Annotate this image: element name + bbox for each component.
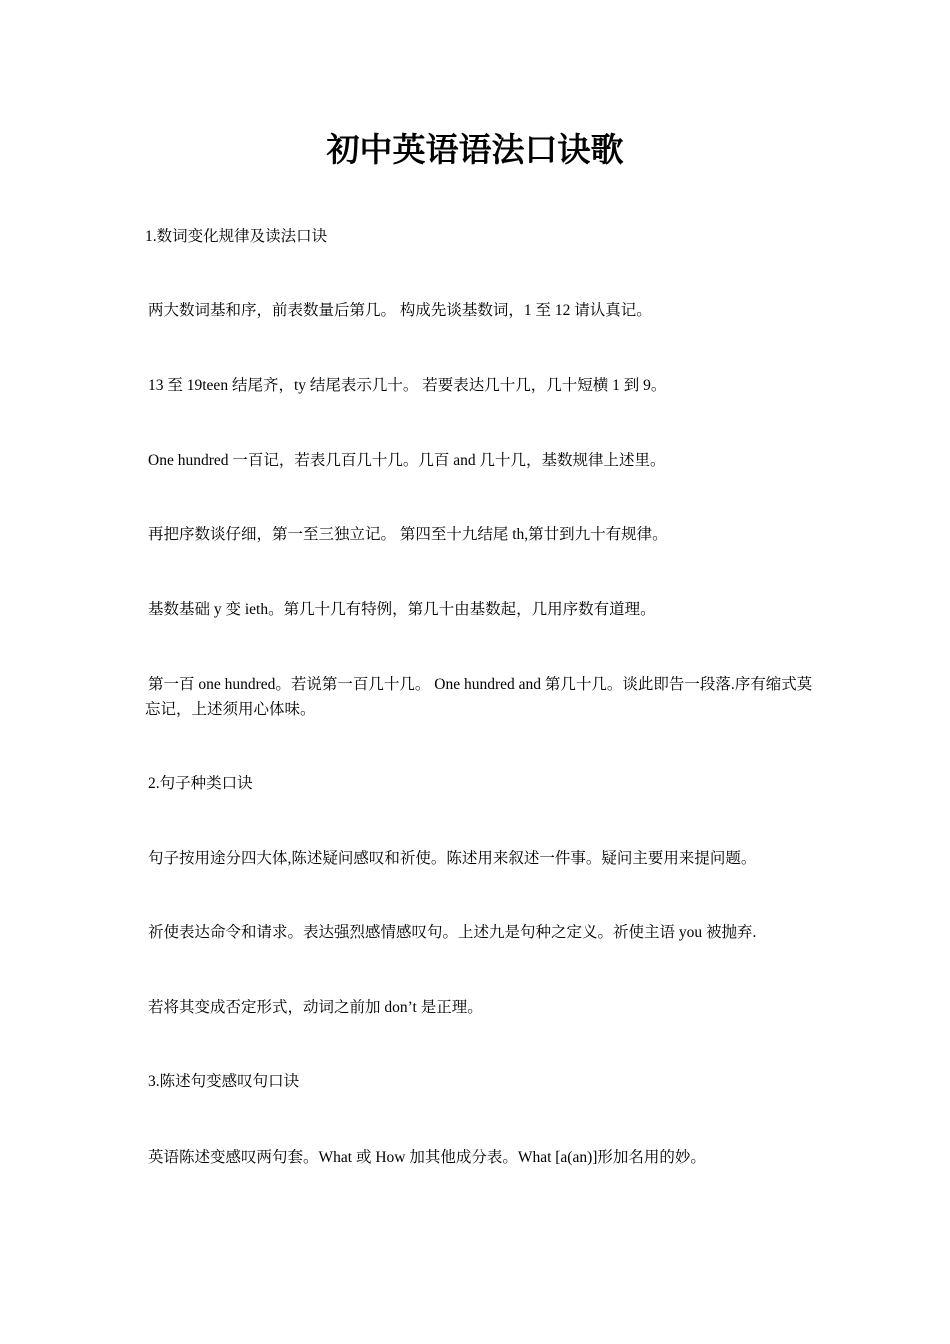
- section-heading-sentence-types: 2.句子种类口诀: [148, 775, 253, 792]
- document-title: 初中英语语法口诀歌: [326, 130, 624, 169]
- paragraph: 13 至 19teen 结尾齐，ty 结尾表示几十。 若要表达几十几，几十短横 1 到 9。: [148, 377, 667, 394]
- paragraph: 英语陈述变感叹两句套。What 或 How 加其他成分表。What [a(an)]形加名用的妙。: [148, 1149, 706, 1166]
- paragraph: 再把序数谈仔细，第一至三独立记。 第四至十九结尾 th,第廿到九十有规律。: [148, 526, 668, 543]
- section-heading-exclamatory: 3.陈述句变感叹句口诀: [148, 1073, 300, 1090]
- paragraph: 句子按用途分四大体,陈述疑问感叹和祈使。陈述用来叙述一件事。疑问主要用来提问题。: [148, 850, 757, 867]
- paragraph: One hundred 一百记，若表几百几十几。几百 and 几十几，基数规律上述里。: [148, 452, 666, 469]
- paragraph: 若将其变成否定形式，动词之前加 don’t 是正理。: [148, 999, 483, 1016]
- paragraph: 祈使表达命令和请求。表达强烈感情感叹句。上述九是句种之定义。祈使主语 you 被抛弃.: [148, 924, 757, 941]
- paragraph: 两大数词基和序，前表数量后第几。 构成先谈基数词，1 至 12 请认真记。: [148, 302, 652, 319]
- paragraph: 基数基础 y 变 ieth。第几十几有特例，第几十由基数起，几用序数有道理。: [148, 601, 656, 618]
- section-heading-numerals: 1.数词变化规律及读法口诀: [145, 228, 328, 245]
- paragraph: 第一百 one hundred。若说第一百几十几。 One hundred and 第几十几。谈此即告一段落.序有缩式莫忘记，上述须用心体味。: [145, 676, 813, 718]
